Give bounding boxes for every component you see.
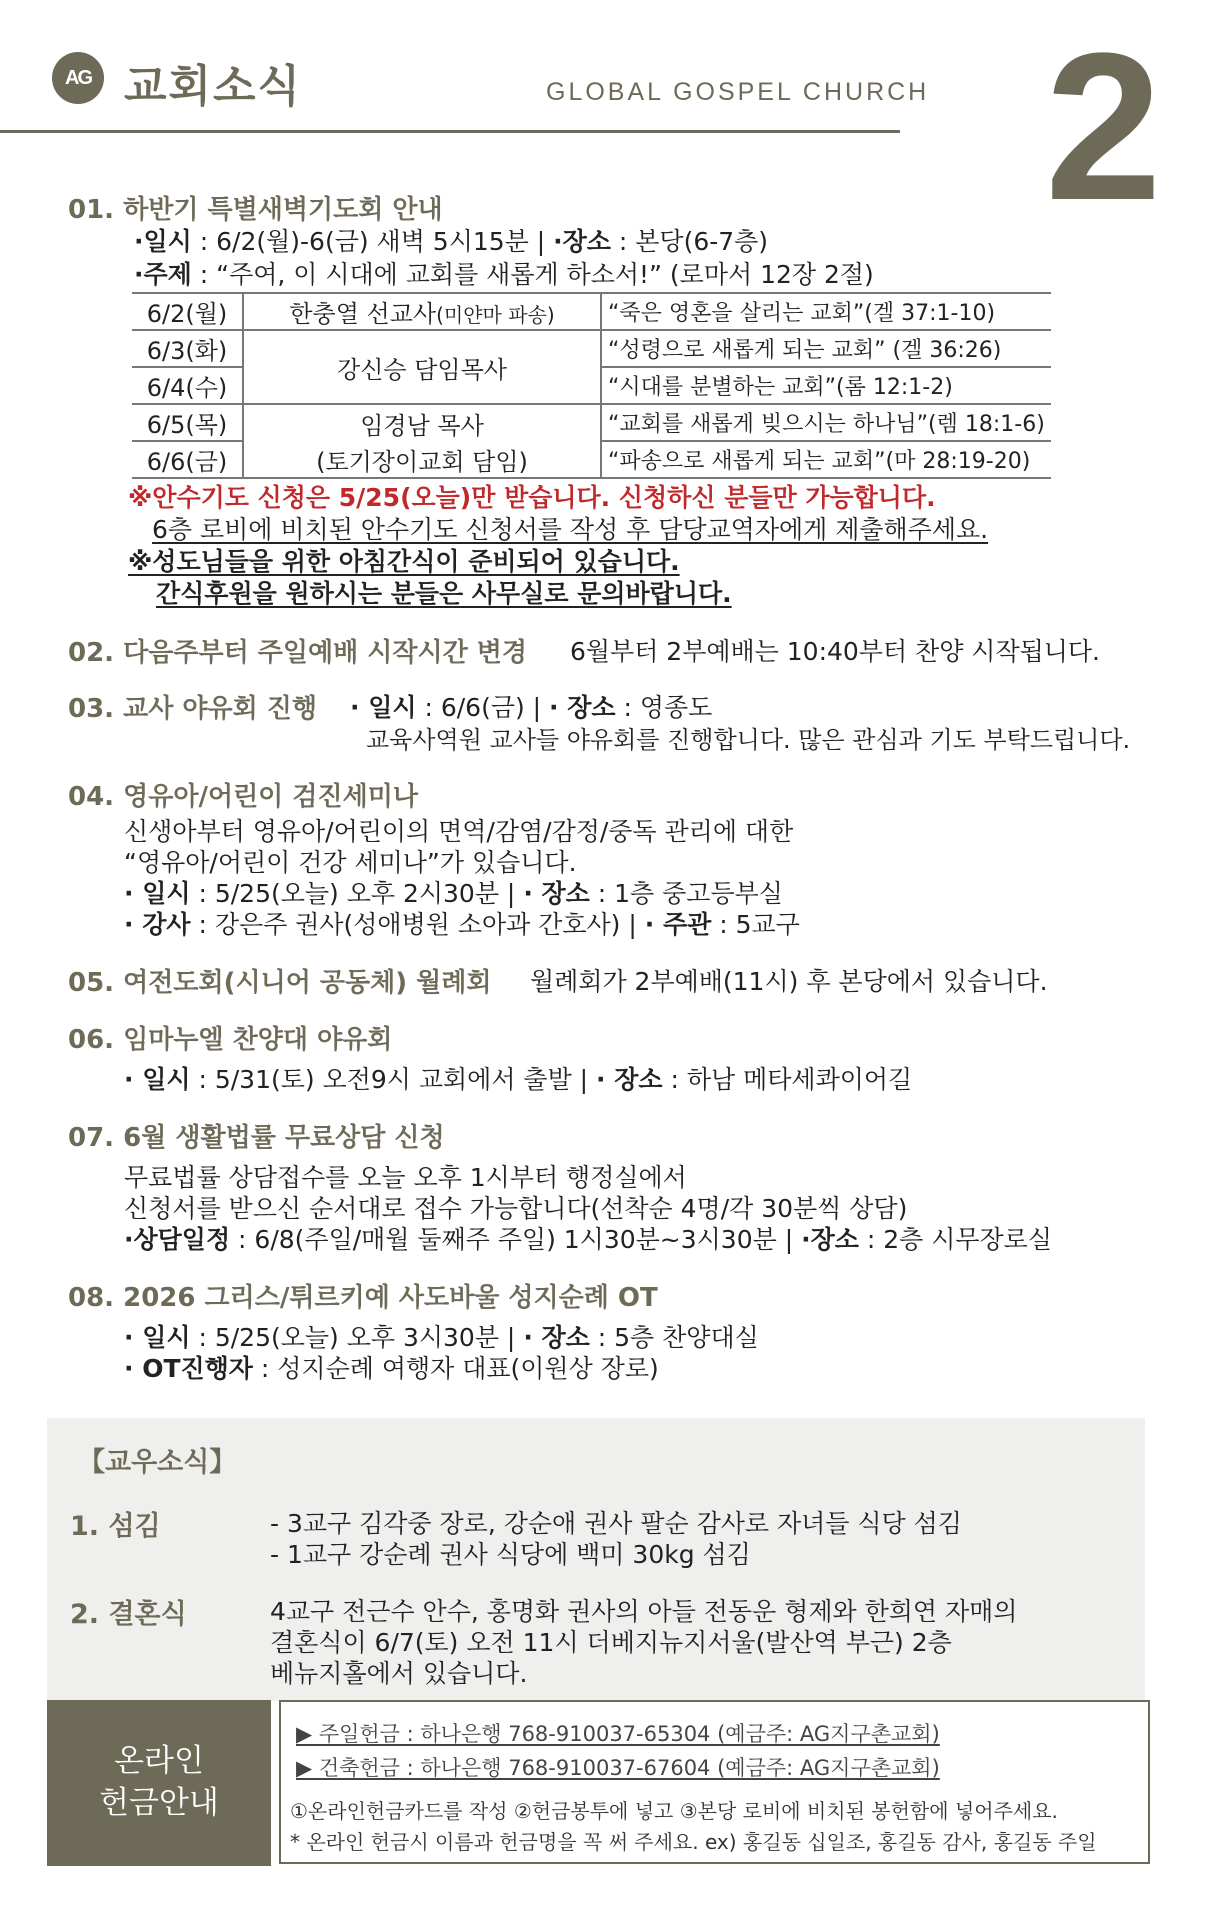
offering-steps: ①온라인헌금카드를 작성 ②헌금봉투에 넣고 ③본당 로비에 비치된 봉헌함에 넣어주세요. — [290, 1799, 1058, 1823]
s01-place-label: ·장소 — [553, 227, 611, 256]
online-offering-label — [47, 1700, 271, 1866]
schedule-date: 6/6(금) — [132, 441, 243, 478]
table-row — [132, 293, 1051, 330]
schedule-sermon-title: “교회를 새롭게 빚으시는 하나님”(렘 18:1-6) — [601, 404, 1051, 441]
s06-date-line — [124, 1060, 912, 1096]
s01-theme-line — [134, 255, 874, 291]
s04-text2: “영유아/어린이 건강 세미나”가 있습니다. — [124, 848, 577, 877]
s04-date-value: : 5/25(오늘) 오후 2시30분 | — [190, 879, 524, 908]
header-divider — [0, 130, 900, 133]
schedule-date: 6/5(목) — [132, 404, 243, 441]
s03-date-line — [350, 688, 712, 724]
s04-place-value: : 1층 중고등부실 — [589, 879, 783, 908]
page-title: 교회소식 — [124, 61, 303, 112]
speaker-note: (미얀마 파송) — [436, 303, 555, 327]
s03-place-label: · 장소 — [549, 693, 616, 722]
s04-speaker-label: · 강사 — [124, 910, 191, 939]
s08-place-label: · 장소 — [523, 1323, 590, 1352]
s06-place-value: : 하남 메타세콰이어길 — [662, 1065, 913, 1094]
s01-notice-snack: ※성도님들을 위한 아침간식이 준비되어 있습니다. — [128, 547, 680, 576]
s01-notice-laying-hands-sub: 6층 로비에 비치된 안수기도 신청서를 작성 후 담당교역자에게 제출해주세요. — [152, 515, 989, 544]
s05-text: 월례회가 2부예배(11시) 후 본당에서 있습니다. — [530, 967, 1048, 996]
news-item-line: - 3교구 김각중 장로, 강순애 권사 팔순 감사로 자녀들 식당 섬김 — [270, 1509, 962, 1538]
s04-date-label: · 일시 — [124, 879, 191, 908]
s03-date-value: : 6/6(금) | — [416, 693, 550, 722]
table-row — [132, 441, 1051, 478]
offering-account-sunday: ▶ 주일헌금 : 하나은행 768-910037-65304 (예금주: AG지구촌교회) — [296, 1722, 940, 1746]
section-08-title: 08. 2026 그리스/튀르키예 사도바울 성지순례 OT — [68, 1283, 658, 1313]
s08-date-label: · 일시 — [124, 1323, 191, 1352]
s03-date-label: · 일시 — [350, 693, 417, 722]
s08-leader-line — [124, 1349, 659, 1385]
table-row — [132, 330, 1051, 367]
s06-date-label: · 일시 — [124, 1065, 191, 1094]
s04-place-label: · 장소 — [523, 879, 590, 908]
news-item-line: 4교구 전근수 안수, 홍명화 권사의 아들 전동운 형제와 한희연 자매의 — [270, 1597, 1018, 1626]
s01-date-label: ·일시 — [134, 227, 192, 256]
offering-account-building: ▶ 건축헌금 : 하나은행 768-910037-67604 (예금주: AG지구촌교회) — [296, 1756, 940, 1780]
offering-note: * 온라인 헌금시 이름과 헌금명을 꼭 써 주세요. ex) 홍길동 십일조, 홍길동 감사, 홍길동 주일 — [290, 1830, 1097, 1854]
s04-host-value: : 5교구 — [711, 910, 800, 939]
section-07-title: 07. 6월 생활법률 무료상담 신청 — [68, 1123, 445, 1153]
s08-date-value: : 5/25(오늘) 오후 3시30분 | — [190, 1323, 524, 1352]
member-news-title: 【교우소식】 — [78, 1447, 237, 1478]
schedule-date: 6/4(수) — [132, 367, 243, 404]
online-offering-label-line2: 헌금안내 — [99, 1785, 219, 1821]
schedule-table — [132, 292, 1051, 479]
news-item-line: - 1교구 강순례 권사 식당에 백미 30kg 섬김 — [270, 1540, 751, 1569]
s02-text: 6월부터 2부예배는 10:40부터 찬양 시작됩니다. — [570, 637, 1100, 666]
s07-place-label: ·장소 — [801, 1225, 859, 1254]
s01-theme-value: : “주여, 이 시대에 교회를 새롭게 하소서!” (로마서 12장 2절) — [191, 260, 874, 289]
s01-place-value: : 본당(6-7층) — [610, 227, 769, 256]
s07-text2: 신청서를 받으신 순서대로 접수 가능합니다(선착순 4명/각 30분씩 상담) — [124, 1194, 908, 1223]
section-06-title: 06. 임마누엘 찬양대 야유회 — [68, 1025, 393, 1055]
s06-date-value: : 5/31(토) 오전9시 교회에서 출발 | — [190, 1065, 597, 1094]
news-item-heading: 2. 결혼식 — [70, 1599, 187, 1630]
schedule-sermon-title: “성령으로 새롭게 되는 교회” (겔 36:26) — [601, 330, 1051, 367]
online-offering-label-line1: 온라인 — [114, 1743, 204, 1780]
section-03-title: 03. 교사 야유회 진행 — [68, 694, 318, 724]
church-name: GLOBAL GOSPEL CHURCH — [546, 78, 930, 106]
schedule-sermon-title: “시대를 분별하는 교회”(롬 12:1-2) — [601, 367, 1051, 404]
s03-place-value: : 영종도 — [615, 693, 713, 722]
s07-sched-line — [124, 1220, 1052, 1256]
schedule-speaker: 강신승 담임목사 — [243, 330, 601, 404]
s07-place-value: : 2층 시무장로실 — [858, 1225, 1052, 1254]
s07-sched-value: : 6/8(주일/매월 둘째주 주일) 1시30분~3시30분 | — [230, 1225, 802, 1254]
s01-notice-laying-hands: ※안수기도 신청은 5/25(오늘)만 받습니다. 신청하신 분들만 가능합니다. — [128, 483, 936, 512]
speaker-name: 한충열 선교사 — [289, 300, 437, 328]
schedule-speaker-church: (토기장이교회 담임) — [243, 441, 601, 478]
section-02-title: 02. 다음주부터 주일예배 시작시간 변경 — [68, 638, 528, 668]
s04-speaker-value: : 강은주 권사(성애병원 소아과 간호사) | — [190, 910, 645, 939]
table-row — [132, 404, 1051, 441]
news-item-line: 결혼식이 6/7(토) 오전 11시 더베지뉴지서울(발산역 부근) 2층 — [270, 1628, 952, 1657]
s04-host-label: · 주관 — [644, 910, 712, 939]
s07-text1: 무료법률 상담접수를 오늘 오후 1시부터 행정실에서 — [124, 1163, 687, 1192]
schedule-speaker: 임경남 목사 — [243, 404, 601, 441]
church-logo: AG — [52, 52, 104, 104]
s07-sched-label: ·상담일정 — [124, 1225, 231, 1254]
s01-notice-snack-sub: 간식후원을 원하시는 분들은 사무실로 문의바랍니다. — [156, 579, 732, 608]
news-item-line: 베뉴지홀에서 있습니다. — [270, 1659, 528, 1688]
s01-theme-label: ·주제 — [134, 260, 192, 289]
s08-place-value: : 5층 찬양대실 — [589, 1323, 759, 1352]
s04-text1: 신생아부터 영유아/어린이의 면역/감염/감정/중독 관리에 대한 — [124, 817, 794, 846]
schedule-date: 6/3(화) — [132, 330, 243, 367]
schedule-sermon-title: “파송으로 새롭게 되는 교회”(마 28:19-20) — [601, 441, 1051, 478]
s01-date-line — [134, 222, 768, 258]
schedule-sermon-title: “죽은 영혼을 살리는 교회”(겔 37:1-10) — [601, 293, 1051, 330]
schedule-date: 6/2(월) — [132, 293, 243, 330]
news-item-heading: 1. 섬김 — [70, 1511, 161, 1542]
s08-leader-label: · OT진행자 — [124, 1354, 253, 1383]
s08-leader-value: : 성지순례 여행자 대표(이원상 장로) — [252, 1354, 659, 1383]
s01-date-value: : 6/2(월)-6(금) 새벽 5시15분 | — [191, 227, 554, 256]
section-01-title: 01. 하반기 특별새벽기도회 안내 — [68, 195, 443, 225]
schedule-speaker — [243, 293, 601, 330]
s06-place-label: · 장소 — [596, 1065, 663, 1094]
page-number: 2 — [1045, 9, 1162, 244]
section-05-title: 05. 여전도회(시니어 공동체) 월례회 — [68, 968, 492, 998]
section-04-title: 04. 영유아/어린이 검진세미나 — [68, 782, 418, 812]
s03-text: 교육사역원 교사들 야유회를 진행합니다. 많은 관심과 기도 부탁드립니다. — [366, 726, 1131, 754]
s04-speaker-line — [124, 905, 800, 941]
